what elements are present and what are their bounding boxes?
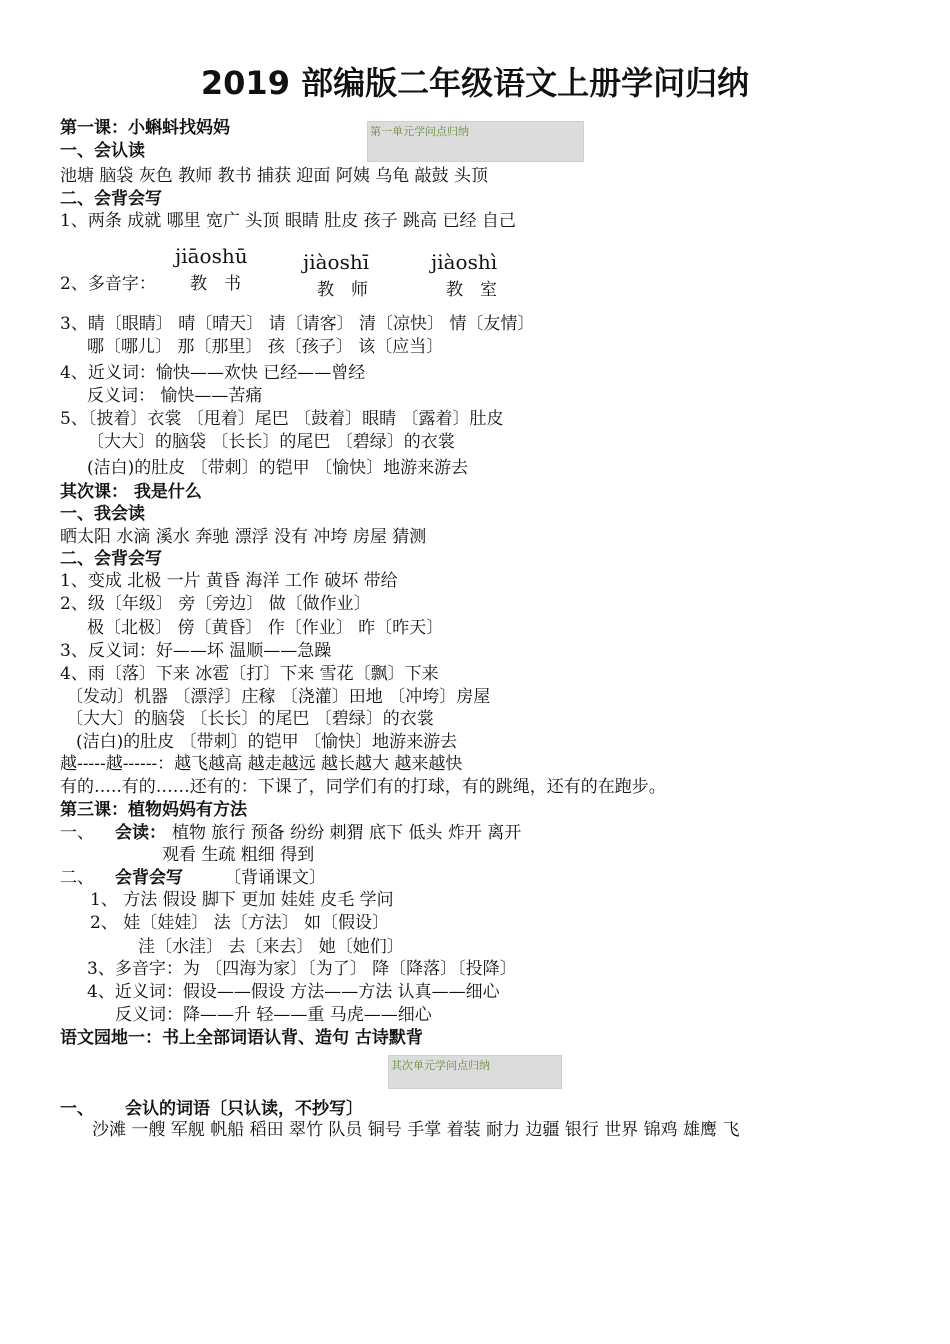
pinyin-jiaoshi-teacher: jiàoshī <box>303 250 370 274</box>
lesson3-s1-line1: 植物 旅行 预备 纷纷 刺猬 底下 低头 炸开 离开 <box>172 823 522 843</box>
lesson1-heading: 第一课：小蝌蚪找妈妈 <box>60 118 230 138</box>
lesson3-s2-note: 〔背诵课文〕 <box>224 868 326 888</box>
chars-jiaoshi-room: 教 室 <box>446 280 497 300</box>
page-title: 2019 部编版二年级语文上册学问归纳 <box>200 64 750 102</box>
lesson1-item2-label: 2、多音字： <box>60 274 156 294</box>
lesson2-item4-line4: (洁白)的肚皮 〔带刺〕的铠甲 〔愉快〕地游来游去 <box>76 732 458 752</box>
unit2-s1-prefix: 一、 <box>60 1099 94 1119</box>
lesson3-item4-line2: 反义词：降——升 轻——重 马虎——细心 <box>115 1005 432 1025</box>
lesson3-s2-prefix: 二、 <box>60 868 94 888</box>
lesson2-item2-line2: 极〔北极〕 傍〔黄昏〕 作〔作业〕 昨〔昨天〕 <box>87 618 444 638</box>
lesson2-yue: 越-----越------：越飞越高 越走越远 越长越大 越来越快 <box>60 754 463 774</box>
lesson3-item2-line1: 2、 娃〔娃娃〕 法〔方法〕 如〔假设〕 <box>90 913 390 933</box>
unit2-s1-words: 沙滩 一艘 军舰 帆船 稻田 翠竹 队员 铜号 手掌 着装 耐力 边疆 银行 世界 锦鸡 雄鹰 飞 <box>92 1120 740 1140</box>
lesson3-s1-prefix: 一、 <box>60 823 94 843</box>
lesson3-item4-line1: 4、近义词：假设——假设 方法——方法 认真——细心 <box>87 982 500 1002</box>
lesson2-youde: 有的…..有的……还有的：下课了，同学们有的打球，有的跳绳，还有的在跑步。 <box>60 777 666 797</box>
lesson3-heading: 第三课：植物妈妈有方法 <box>60 800 247 820</box>
lesson3-item2-line2: 洼〔水洼〕 去〔来去〕 她〔她们〕 <box>138 937 404 957</box>
lesson2-item2-line1: 2、级〔年级〕 旁〔旁边〕 做〔做作业〕 <box>60 594 371 614</box>
lesson2-item4-line1: 4、雨〔落〕下来 冰雹〔打〕下来 雪花〔飘〕下来 <box>60 664 439 684</box>
lesson2-s1-words: 晒太阳 水滴 溪水 奔驰 漂浮 没有 冲垮 房屋 猜测 <box>60 527 427 547</box>
chars-jiaoshi-teacher: 教 师 <box>317 280 368 300</box>
lesson3-s1-line2: 观看 生疏 粗细 得到 <box>162 845 315 865</box>
lesson1-item3-line2: 哪〔哪儿〕 那〔那里〕 孩〔孩子〕 该〔应当〕 <box>87 337 444 357</box>
lesson2-s1-heading: 一、我会读 <box>60 504 145 524</box>
unit2-s1-heading: 会认的词语〔只认读，不抄写〕 <box>125 1099 363 1119</box>
lesson1-s2-heading: 二、会背会写 <box>60 189 162 209</box>
pinyin-jiaoshu: jiāoshū <box>175 244 248 268</box>
lesson3-s2-label: 会背会写 <box>115 868 183 888</box>
pinyin-jiaoshi-room: jiàoshì <box>431 250 498 274</box>
unit1-tag: 第一单元学问点归纳 <box>367 121 584 162</box>
lesson1-s1-heading: 一、会认读 <box>60 141 145 161</box>
lesson3-item1: 1、 方法 假设 脚下 更加 娃娃 皮毛 学问 <box>90 890 394 910</box>
chars-jiaoshu: 教 书 <box>190 274 241 294</box>
lesson1-item1: 1、两条 成就 哪里 宽广 头顶 眼睛 肚皮 孩子 跳高 已经 自己 <box>60 211 516 231</box>
garden-heading: 语文园地一：书上全部词语认背、造句 古诗默背 <box>60 1028 423 1048</box>
lesson1-item4-line1: 4、近义词：愉快——欢快 已经——曾经 <box>60 363 366 383</box>
lesson3-item3: 3、多音字：为 〔四海为家〕〔为了〕 降〔降落〕〔投降〕 <box>87 959 517 979</box>
lesson2-item4-line2: 〔发动〕机器 〔漂浮〕庄稼 〔浇灌〕田地 〔冲垮〕房屋 <box>66 687 491 707</box>
lesson1-item4-line2: 反义词： 愉快——苦痛 <box>87 386 263 406</box>
lesson1-item5-line2: 〔大大〕的脑袋 〔长长〕的尾巴 〔碧绿〕的衣裳 <box>87 432 455 452</box>
lesson2-item3: 3、反义词：好——坏 温顺——急躁 <box>60 641 332 661</box>
lesson3-s1-label: 会读： <box>115 823 166 843</box>
lesson2-heading: 其次课： 我是什么 <box>60 482 202 502</box>
lesson2-item4-line3: 〔大大〕的脑袋 〔长长〕的尾巴 〔碧绿〕的衣裳 <box>66 709 434 729</box>
lesson1-item5-line3: (洁白)的肚皮 〔带刺〕的铠甲 〔愉快〕地游来游去 <box>87 458 469 478</box>
lesson2-item1: 1、变成 北极 一片 黄昏 海洋 工作 破坏 带给 <box>60 571 398 591</box>
lesson1-item5-line1: 5、〔披着〕衣裳 〔甩着〕尾巴 〔鼓着〕眼睛 〔露着〕肚皮 <box>60 409 504 429</box>
unit2-tag: 其次单元学问点归纳 <box>388 1055 562 1089</box>
lesson1-item3-line1: 3、睛〔眼睛〕 晴〔晴天〕 请〔请客〕 清〔凉快〕 情〔友情〕 <box>60 314 535 334</box>
lesson2-s2-heading: 二、会背会写 <box>60 549 162 569</box>
lesson1-s1-words: 池塘 脑袋 灰色 教师 教书 捕获 迎面 阿姨 乌龟 敲鼓 头顶 <box>60 166 489 186</box>
